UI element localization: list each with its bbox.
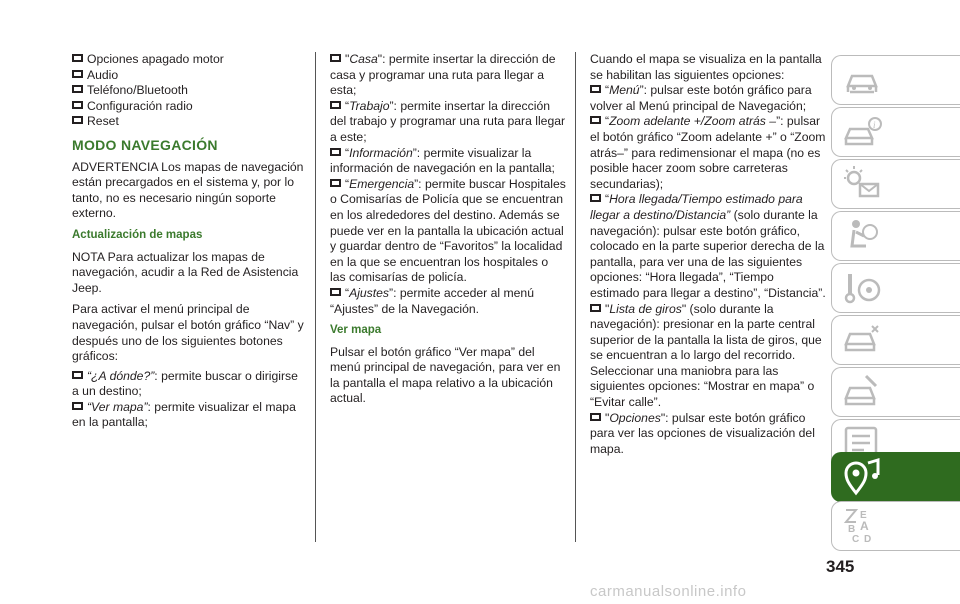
tab-multimedia-navigation[interactable] [831,452,960,502]
subsection-heading: Actualización de mapas [72,228,203,241]
paragraph: Para activar el menú principal de navegación, pulsar el botón gráfico “Nav” y después uno de los siguientes botones gráficos: [72,302,304,364]
bullet-icon [330,288,341,296]
page-number: 345 [826,557,855,576]
list-item: “Menú”: pulsar este botón gráfico para volver al Menú principal de Navegación; [590,83,812,113]
svg-text:E: E [860,510,867,521]
column-divider [575,52,576,542]
list-item: Opciones apagado motor [72,52,308,68]
list-item: "Casa": permite insertar la dirección de casa y programar una ruta para llegar a esta; [330,52,556,98]
bullet-icon [590,116,601,124]
alphabetical-index-icon [842,506,882,546]
svg-text:i: i [873,120,876,130]
svg-text:A: A [860,519,869,533]
tab-alphabetical-index[interactable] [831,501,960,551]
car-overview-icon [842,60,882,100]
bullet-icon [72,70,83,78]
note-text: NOTA Para actualizar los mapas de navegación, acudir a la Red de Asistencia Jeep. [72,249,299,295]
column-1 [72,52,308,431]
list-item: “Hora llegada/Tiempo estimado para llegar a destino/Distancia” (solo durante la navegación): pulsar este botón gráfico, colocado en la parte superior derecha de la pantalla, para ver una de las siguientes opciones: “Hora llegada”, “Tiempo estimado para llegar a destino”, “Distancia”. [590,192,826,300]
svg-text:D: D [864,534,872,545]
bullet-icon [590,85,601,93]
bullet-icon [72,54,83,62]
multimedia-navigation-icon [842,457,882,497]
tab-car-breakdown[interactable] [831,315,960,365]
svg-text:C: C [852,534,860,545]
bullet-icon [330,101,341,109]
list-item: Configuración radio [72,99,308,115]
column-2 [330,52,566,407]
bullet-icon [72,101,83,109]
tab-steering-service[interactable] [831,263,960,313]
bullet-icon [330,54,341,62]
paragraph: Pulsar el botón gráfico “Ver mapa” del menú principal de navegación, para ver en la pantalla el mapa relativo a la ubicación actual. [330,344,561,406]
tab-car-info[interactable] [831,107,960,157]
tab-airbag-seat[interactable] [831,211,960,261]
list-item: Reset [72,114,308,130]
bullet-icon [72,85,83,93]
car-breakdown-icon [842,320,882,360]
list-item: Audio [72,68,308,84]
column-divider [315,52,316,542]
bullet-icon [72,371,83,379]
steering-service-icon [842,268,882,308]
tab-car-maintenance[interactable] [831,367,960,417]
section-heading: MODO NAVEGACIÓN [72,136,218,153]
list-item: “Zoom adelante +/Zoom atrás –”: pulsar el botón gráfico “Zoom adelante +” o “Zoom atrás–” para redimensionar el mapa (no es posible hacer zoom sobre carreteras secundarias); [590,114,826,191]
list-item: “Emergencia”: permite buscar Hospitales o Comisarías de Policía que se encuentran en los alrededores del destino. Además se puede ver en la pantalla la ubicación actual y guardar dentro de “Favoritos” la localidad en la que se encuentran los hospitales o las comisarías de policía. [330,176,566,285]
car-info-icon [842,112,882,152]
svg-text:B: B [848,524,856,535]
tab-car-overview[interactable] [831,55,960,105]
bullet-icon [590,304,601,312]
list-item: "Lista de giros" (solo durante la navegación): presionar en la parte central superior de la pantalla la lista de giros, que se encuentran a lo largo del recorrido. Seleccionar una maniobra para las siguientes opciones: “Mostrar en mapa” o “Evitar calle”. [590,301,822,410]
list-item: “Ajustes”: permite acceder al menú “Ajustes” de la Navegación. [330,285,534,316]
column-3 [590,52,826,457]
list-item: “Trabajo”: permite insertar la dirección del trabajo y programar una ruta para llegar a este; [330,98,566,144]
list-item: Teléfono/Bluetooth [72,83,308,99]
car-maintenance-icon [842,372,882,412]
tab-warning-lights[interactable] [831,159,960,209]
subsection-heading: Ver mapa [330,324,382,337]
bullet-icon [330,179,341,187]
bullet-icon [590,194,601,202]
list-item: “¿A dónde?”: permite buscar o dirigirse a un destino; [72,368,298,399]
bullet-icon [330,148,341,156]
list-item: “Ver mapa”: permite visualizar el mapa en la pantalla; [72,399,296,430]
bullet-icon [72,402,83,410]
warning-text: ADVERTENCIA Los mapas de navegación están precargados en el sistema y, por lo tanto, no es necesario ningún soporte externo. [72,159,304,221]
list-item: "Opciones": pulsar este botón gráfico para ver las opciones de visualización del mapa. [590,410,815,456]
warning-lights-icon [842,164,882,204]
paragraph: Cuando el mapa se visualiza en la pantalla se habilitan las siguientes opciones: [590,52,822,82]
watermark: carmanualsonline.info [590,583,747,600]
list-item: “Información”: permite visualizar la información de navegación en la pantalla; [330,145,555,176]
airbag-seat-icon [842,216,882,256]
bullet-icon [590,413,601,421]
bullet-icon [72,116,83,124]
